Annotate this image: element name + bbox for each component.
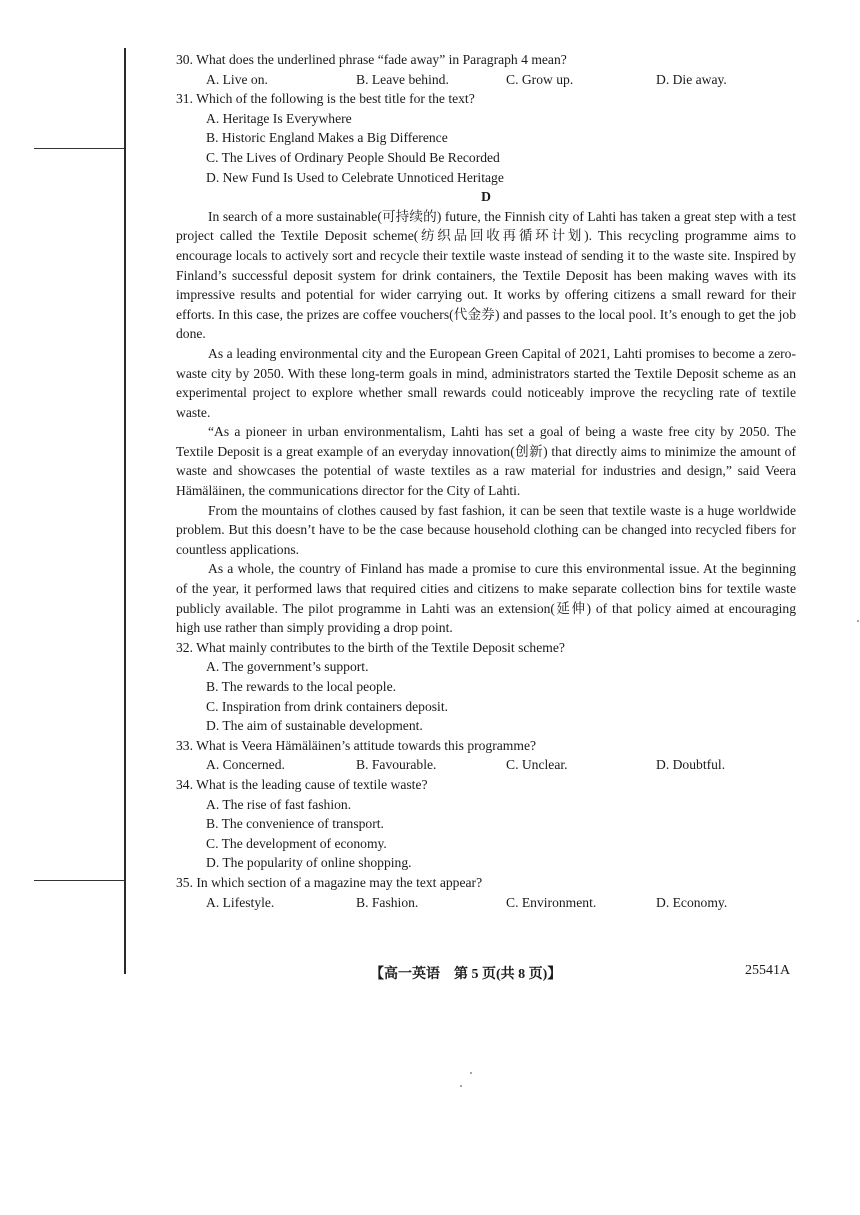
- paragraph: In search of a more sustainable(可持续的) future, the Finnish city of Lahti has taken a great step with a test project called the Textile Deposit scheme(纺织品回收再循环计划). This recycling programme aims to encourage locals to actively sort and recycle their textile waste instead of sending it to the waste site. Inspired by Finland’s successful deposit system for drink containers, the Textile Deposit has been making waves with its impressive results and potential for wider carrying out. It works by offering citizens a small reward for their efforts. In this case, the prizes are coffee vouchers(代金券) and passes to the local pool. It’s enough to get the job done.: [176, 208, 796, 342]
- answer-option: D. New Fund Is Used to Celebrate Unnoticed Heritage: [206, 169, 504, 185]
- option-row: [176, 70, 796, 90]
- margin-tick: [34, 148, 124, 149]
- paper-code: 25541A: [745, 963, 791, 978]
- answer-option: A. The government’s support.: [206, 659, 369, 675]
- answer-option: C. Environment.: [506, 894, 597, 910]
- question-stem: 31. Which of the following is the best title for the text?: [176, 91, 475, 107]
- question-group-bottom: [176, 638, 796, 912]
- scan-speck: [857, 620, 859, 622]
- answer-option: C. The Lives of Ordinary People Should Be Recorded: [206, 149, 500, 165]
- answer-option: D. The popularity of online shopping.: [206, 855, 412, 871]
- binding-margin-line: [124, 48, 126, 974]
- answer-option: A. Heritage Is Everywhere: [206, 110, 352, 126]
- answer-option: B. The rewards to the local people.: [206, 679, 397, 694]
- answer-option: A. Live on.: [206, 71, 268, 87]
- answer-option: A. Concerned.: [206, 757, 285, 773]
- answer-option: D. Die away.: [656, 71, 727, 87]
- answer-option: C. Unclear.: [506, 757, 568, 773]
- paragraph: As a whole, the country of Finland has made a promise to cure this environmental issue. At the beginning of the year, it performed laws that required cities and citizens to make separate collection bins for textile waste publicly available. The pilot programme in Lahti was an extension(延伸) of that policy aimed at encouraging high use rather than simply providing a drop point.: [176, 561, 796, 636]
- answer-option: B. The convenience of transport.: [206, 816, 384, 832]
- answer-option: A. The rise of fast fashion.: [206, 796, 352, 812]
- answer-option: C. Inspiration from drink containers deposit.: [206, 698, 448, 714]
- question-stem: 32. What mainly contributes to the birth of the Textile Deposit scheme?: [176, 639, 565, 655]
- question-stem: 33. What is Veera Hämäläinen’s attitude towards this programme?: [176, 737, 537, 753]
- answer-option: D. The aim of sustainable development.: [206, 718, 423, 734]
- answer-option: B. Favourable.: [356, 757, 437, 773]
- margin-tick: [34, 880, 124, 881]
- answer-option: B. Leave behind.: [356, 71, 449, 87]
- answer-option: B. Historic England Makes a Big Difference: [206, 130, 448, 146]
- question-stem: 35. In which section of a magazine may the text appear?: [176, 874, 483, 890]
- question-stem: 30. What does the underlined phrase “fade away” in Paragraph 4 mean?: [176, 52, 567, 67]
- answer-option: C. Grow up.: [506, 71, 574, 87]
- answer-option: C. The development of economy.: [206, 835, 387, 851]
- answer-option: D. Doubtful.: [656, 757, 726, 773]
- section-label: D: [481, 189, 491, 205]
- answer-option: D. Economy.: [656, 894, 728, 910]
- answer-option: A. Lifestyle.: [206, 894, 275, 910]
- paragraph: As a leading environmental city and the European Green Capital of 2021, Lahti promises to become a zero-waste city by 2050. With these long-term goals in mind, administrators started the Textile Deposit scheme as an experimental project to explore whether small rewards could noticeably improve the recycling rate of textile waste.: [176, 345, 796, 420]
- paragraph: “As a pioneer in urban environmentalism, Lahti has set a goal of being a waste free city by 2050. The Textile Deposit is a great example of an everyday innovation(创新) that directly aims to minimize the amount of waste and showcases the potential of waste textiles as a raw material for industries and design,” said Veera Hämäläinen, the communications director for the City of Lahti.: [176, 424, 796, 499]
- option-row: [176, 755, 796, 775]
- scan-speck: [470, 1072, 472, 1074]
- option-row: [176, 893, 796, 913]
- passage: [176, 207, 796, 638]
- question-stem: 34. What is the leading cause of textile waste?: [176, 776, 428, 792]
- answer-option: B. Fashion.: [356, 894, 419, 910]
- page-footer: 【高一英语 第 5 页(共 8 页)】: [370, 967, 562, 982]
- question-group-top: [176, 50, 796, 187]
- paragraph: From the mountains of clothes caused by fast fashion, it can be seen that textile waste is a huge worldwide problem. But this doesn’t have to be the case because household clothing can be changed into recycled fibers for countless applications.: [176, 502, 796, 557]
- scan-speck: [460, 1085, 462, 1087]
- page-content: [176, 50, 796, 912]
